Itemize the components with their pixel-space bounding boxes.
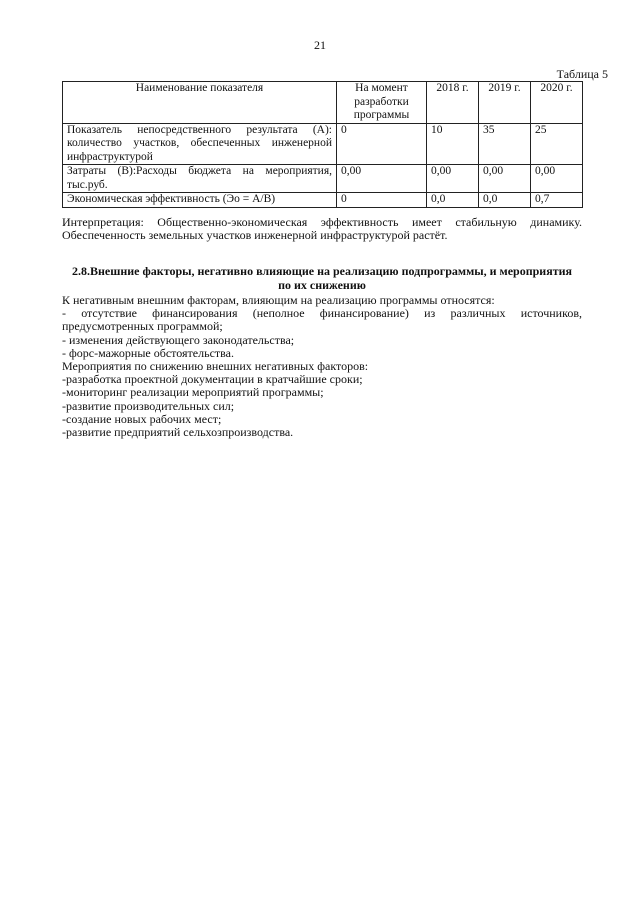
row-moment: 0,00 xyxy=(337,165,427,193)
list-item: -развитие производительных сил; xyxy=(62,398,235,413)
interpretation xyxy=(62,216,582,242)
header-2018: 2018 г. xyxy=(427,82,479,124)
row-name: Экономическая эффективность (Эо = А/В) xyxy=(63,193,337,208)
row-moment: 0 xyxy=(337,193,427,208)
header-2020: 2020 г. xyxy=(531,82,583,124)
header-2019: 2019 г. xyxy=(479,82,531,124)
interpretation-line-1: Интерпретация: Общественно-экономическая эффективность имеет стабильную динамику. xyxy=(62,215,582,229)
list-item: - отсутствие финансирования (неполное финансирование) из различных источников, предусмотренных программой; xyxy=(62,306,582,334)
table-row xyxy=(63,123,583,165)
factors-intro: К негативным внешним факторам, влияющим на реализацию программы относятся: xyxy=(62,293,495,307)
row-2018: 0,0 xyxy=(427,193,479,208)
section-heading xyxy=(62,264,582,292)
page-number: 21 xyxy=(314,38,326,52)
measures-intro: Мероприятия по снижению внешних негативных факторов: xyxy=(62,359,369,374)
row-2019: 0,0 xyxy=(479,193,531,208)
section-heading-line-1: 2.8.Внешние факторы, негативно влияющие на реализацию подпрограммы, и мероприятия xyxy=(71,264,573,278)
header-moment-line-2: разработки xyxy=(354,95,409,108)
list-item: -развитие предприятий сельхозпроизводства. xyxy=(62,425,294,440)
row-2019: 35 xyxy=(479,123,531,165)
table-row xyxy=(63,165,583,193)
header-indicator-name: Наименование показателя xyxy=(63,82,337,124)
list-item: - изменения действующего законодательства; xyxy=(62,332,295,347)
section-heading-line-2: по их снижению xyxy=(278,278,366,292)
list-item: -создание новых рабочих мест; xyxy=(62,411,222,426)
row-2018: 10 xyxy=(427,123,479,165)
table-row xyxy=(63,193,583,208)
interpretation-line-2: Обеспеченность земельных участков инженерной инфраструктурой растёт. xyxy=(62,228,448,243)
row-moment: 0 xyxy=(337,123,427,165)
list-item: - форс-мажорные обстоятельства. xyxy=(62,345,234,360)
row-2020: 0,00 xyxy=(531,165,583,193)
header-moment-line-3: программы xyxy=(353,109,410,121)
header-at-development xyxy=(337,82,427,124)
row-name: Показатель непосредственного результата (А): количество участков, обеспеченных инженерной инфраструктурой xyxy=(63,123,337,165)
row-2019: 0,00 xyxy=(479,165,531,193)
table-caption: Таблица 5 xyxy=(556,67,608,81)
row-2020: 25 xyxy=(531,123,583,165)
list-item: -разработка проектной документации в кратчайшие сроки; xyxy=(62,372,363,387)
table-header-row xyxy=(63,82,583,124)
list-item: -мониторинг реализации мероприятий программы; xyxy=(62,385,324,400)
row-2018: 0,00 xyxy=(427,165,479,193)
indicators-table xyxy=(62,81,583,208)
header-moment-line-1: На момент xyxy=(355,82,408,94)
section-body xyxy=(62,294,582,439)
row-2020: 0,7 xyxy=(531,193,583,208)
row-name: Затраты (В):Расходы бюджета на мероприятия, тыс.руб. xyxy=(63,165,337,193)
